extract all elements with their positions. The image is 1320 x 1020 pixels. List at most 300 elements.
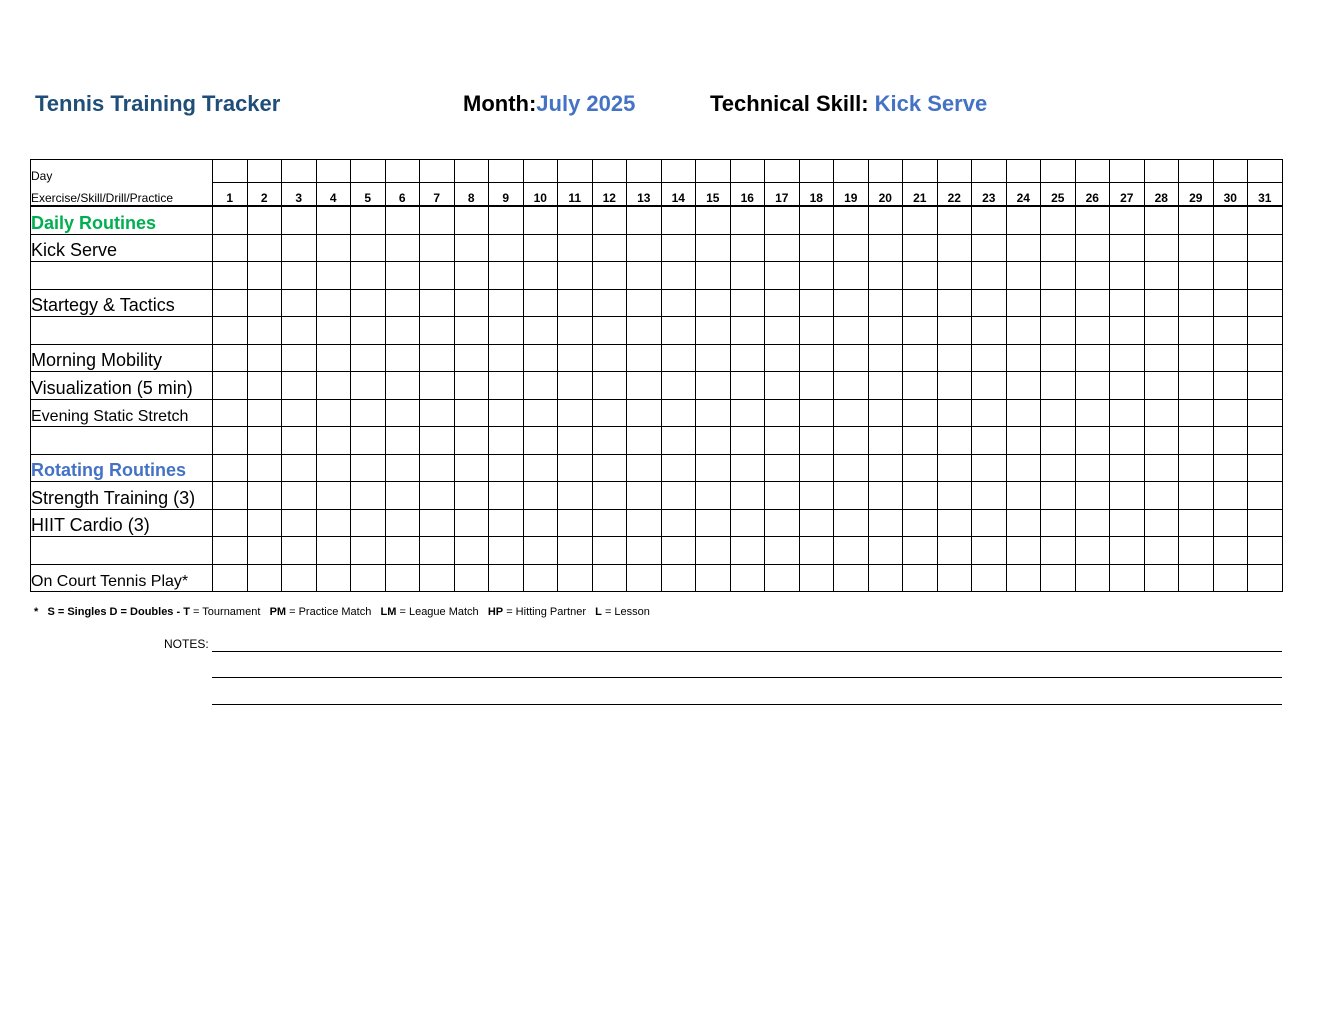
tracker-checkbox-cell[interactable] — [1041, 317, 1076, 345]
tracker-checkbox-cell[interactable] — [282, 344, 317, 372]
tracker-checkbox-cell[interactable] — [765, 234, 800, 262]
tracker-checkbox-cell[interactable] — [489, 537, 524, 565]
tracker-checkbox-cell[interactable] — [213, 427, 248, 455]
tracker-checkbox-cell[interactable] — [972, 399, 1007, 427]
tracker-checkbox-cell[interactable] — [972, 427, 1007, 455]
tracker-checkbox-cell[interactable] — [1248, 262, 1283, 290]
tracker-checkbox-cell[interactable] — [316, 317, 351, 345]
tracker-checkbox-cell[interactable] — [834, 317, 869, 345]
tracker-checkbox-cell[interactable] — [523, 454, 558, 482]
tracker-checkbox-cell[interactable] — [316, 509, 351, 537]
tracker-checkbox-cell[interactable] — [1179, 289, 1214, 317]
tracker-checkbox-cell[interactable] — [385, 372, 420, 400]
tracker-checkbox-cell[interactable] — [523, 482, 558, 510]
tracker-checkbox-cell[interactable] — [454, 537, 489, 565]
tracker-checkbox-cell[interactable] — [834, 399, 869, 427]
tracker-checkbox-cell[interactable] — [696, 399, 731, 427]
tracker-checkbox-cell[interactable] — [730, 537, 765, 565]
tracker-checkbox-cell[interactable] — [592, 427, 627, 455]
tracker-checkbox-cell[interactable] — [799, 206, 834, 234]
tracker-checkbox-cell[interactable] — [1179, 344, 1214, 372]
tracker-checkbox-cell[interactable] — [627, 537, 662, 565]
tracker-checkbox-cell[interactable] — [1179, 537, 1214, 565]
tracker-checkbox-cell[interactable] — [1075, 537, 1110, 565]
tracker-checkbox-cell[interactable] — [316, 262, 351, 290]
tracker-checkbox-cell[interactable] — [247, 564, 282, 592]
tracker-checkbox-cell[interactable] — [1006, 317, 1041, 345]
technical-skill-value[interactable]: Kick Serve — [874, 91, 988, 116]
tracker-checkbox-cell[interactable] — [282, 372, 317, 400]
tracker-checkbox-cell[interactable] — [627, 234, 662, 262]
tracker-checkbox-cell[interactable] — [1248, 317, 1283, 345]
tracker-checkbox-cell[interactable] — [213, 454, 248, 482]
tracker-checkbox-cell[interactable] — [282, 564, 317, 592]
tracker-checkbox-cell[interactable] — [385, 234, 420, 262]
tracker-checkbox-cell[interactable] — [1041, 399, 1076, 427]
tracker-checkbox-cell[interactable] — [247, 537, 282, 565]
tracker-checkbox-cell[interactable] — [523, 262, 558, 290]
tracker-checkbox-cell[interactable] — [523, 564, 558, 592]
tracker-checkbox-cell[interactable] — [1006, 427, 1041, 455]
tracker-checkbox-cell[interactable] — [661, 509, 696, 537]
tracker-checkbox-cell[interactable] — [1006, 289, 1041, 317]
tracker-checkbox-cell[interactable] — [937, 427, 972, 455]
tracker-checkbox-cell[interactable] — [247, 344, 282, 372]
tracker-checkbox-cell[interactable] — [1179, 262, 1214, 290]
tracker-checkbox-cell[interactable] — [1006, 454, 1041, 482]
tracker-checkbox-cell[interactable] — [420, 206, 455, 234]
tracker-checkbox-cell[interactable] — [1248, 206, 1283, 234]
tracker-checkbox-cell[interactable] — [1041, 206, 1076, 234]
tracker-checkbox-cell[interactable] — [696, 344, 731, 372]
tracker-checkbox-cell[interactable] — [627, 344, 662, 372]
tracker-checkbox-cell[interactable] — [420, 289, 455, 317]
tracker-checkbox-cell[interactable] — [282, 454, 317, 482]
tracker-checkbox-cell[interactable] — [213, 234, 248, 262]
tracker-checkbox-cell[interactable] — [696, 482, 731, 510]
tracker-checkbox-cell[interactable] — [868, 317, 903, 345]
tracker-checkbox-cell[interactable] — [1213, 399, 1248, 427]
tracker-checkbox-cell[interactable] — [1144, 206, 1179, 234]
tracker-checkbox-cell[interactable] — [282, 289, 317, 317]
tracker-checkbox-cell[interactable] — [454, 289, 489, 317]
tracker-checkbox-cell[interactable] — [523, 344, 558, 372]
tracker-checkbox-cell[interactable] — [351, 482, 386, 510]
tracker-checkbox-cell[interactable] — [730, 564, 765, 592]
tracker-checkbox-cell[interactable] — [247, 234, 282, 262]
tracker-checkbox-cell[interactable] — [282, 262, 317, 290]
tracker-checkbox-cell[interactable] — [765, 317, 800, 345]
tracker-checkbox-cell[interactable] — [213, 564, 248, 592]
tracker-checkbox-cell[interactable] — [1006, 509, 1041, 537]
tracker-checkbox-cell[interactable] — [385, 399, 420, 427]
tracker-checkbox-cell[interactable] — [730, 509, 765, 537]
tracker-checkbox-cell[interactable] — [1144, 262, 1179, 290]
tracker-checkbox-cell[interactable] — [351, 317, 386, 345]
tracker-checkbox-cell[interactable] — [1248, 234, 1283, 262]
tracker-checkbox-cell[interactable] — [1213, 564, 1248, 592]
tracker-checkbox-cell[interactable] — [627, 372, 662, 400]
tracker-checkbox-cell[interactable] — [627, 509, 662, 537]
tracker-checkbox-cell[interactable] — [834, 372, 869, 400]
tracker-checkbox-cell[interactable] — [1110, 317, 1145, 345]
tracker-checkbox-cell[interactable] — [1006, 564, 1041, 592]
tracker-checkbox-cell[interactable] — [730, 482, 765, 510]
tracker-checkbox-cell[interactable] — [592, 399, 627, 427]
tracker-checkbox-cell[interactable] — [661, 564, 696, 592]
tracker-checkbox-cell[interactable] — [282, 206, 317, 234]
tracker-checkbox-cell[interactable] — [1110, 262, 1145, 290]
tracker-checkbox-cell[interactable] — [213, 509, 248, 537]
tracker-checkbox-cell[interactable] — [1179, 509, 1214, 537]
tracker-checkbox-cell[interactable] — [1075, 234, 1110, 262]
tracker-checkbox-cell[interactable] — [903, 482, 938, 510]
tracker-checkbox-cell[interactable] — [1179, 234, 1214, 262]
tracker-checkbox-cell[interactable] — [592, 372, 627, 400]
tracker-checkbox-cell[interactable] — [661, 344, 696, 372]
tracker-checkbox-cell[interactable] — [868, 372, 903, 400]
tracker-checkbox-cell[interactable] — [385, 427, 420, 455]
tracker-checkbox-cell[interactable] — [730, 427, 765, 455]
tracker-checkbox-cell[interactable] — [351, 509, 386, 537]
tracker-checkbox-cell[interactable] — [627, 206, 662, 234]
tracker-checkbox-cell[interactable] — [661, 537, 696, 565]
tracker-checkbox-cell[interactable] — [489, 289, 524, 317]
tracker-checkbox-cell[interactable] — [903, 372, 938, 400]
tracker-checkbox-cell[interactable] — [1248, 372, 1283, 400]
tracker-checkbox-cell[interactable] — [316, 427, 351, 455]
tracker-checkbox-cell[interactable] — [213, 537, 248, 565]
tracker-checkbox-cell[interactable] — [972, 234, 1007, 262]
tracker-checkbox-cell[interactable] — [1041, 482, 1076, 510]
tracker-checkbox-cell[interactable] — [454, 482, 489, 510]
tracker-checkbox-cell[interactable] — [592, 234, 627, 262]
tracker-checkbox-cell[interactable] — [351, 344, 386, 372]
tracker-checkbox-cell[interactable] — [1110, 482, 1145, 510]
tracker-checkbox-cell[interactable] — [799, 234, 834, 262]
tracker-checkbox-cell[interactable] — [1110, 537, 1145, 565]
tracker-checkbox-cell[interactable] — [316, 564, 351, 592]
tracker-checkbox-cell[interactable] — [1248, 482, 1283, 510]
tracker-checkbox-cell[interactable] — [420, 262, 455, 290]
tracker-checkbox-cell[interactable] — [316, 454, 351, 482]
tracker-checkbox-cell[interactable] — [868, 344, 903, 372]
tracker-checkbox-cell[interactable] — [213, 289, 248, 317]
tracker-checkbox-cell[interactable] — [1006, 372, 1041, 400]
tracker-checkbox-cell[interactable] — [868, 537, 903, 565]
tracker-checkbox-cell[interactable] — [696, 509, 731, 537]
tracker-checkbox-cell[interactable] — [489, 509, 524, 537]
tracker-checkbox-cell[interactable] — [1110, 372, 1145, 400]
tracker-checkbox-cell[interactable] — [558, 372, 593, 400]
tracker-checkbox-cell[interactable] — [454, 564, 489, 592]
tracker-checkbox-cell[interactable] — [1006, 234, 1041, 262]
tracker-checkbox-cell[interactable] — [247, 427, 282, 455]
tracker-checkbox-cell[interactable] — [489, 454, 524, 482]
tracker-checkbox-cell[interactable] — [351, 262, 386, 290]
tracker-checkbox-cell[interactable] — [316, 344, 351, 372]
tracker-checkbox-cell[interactable] — [627, 454, 662, 482]
tracker-checkbox-cell[interactable] — [1179, 372, 1214, 400]
tracker-checkbox-cell[interactable] — [454, 317, 489, 345]
tracker-checkbox-cell[interactable] — [661, 262, 696, 290]
tracker-checkbox-cell[interactable] — [834, 564, 869, 592]
tracker-checkbox-cell[interactable] — [903, 289, 938, 317]
tracker-checkbox-cell[interactable] — [247, 509, 282, 537]
tracker-checkbox-cell[interactable] — [696, 234, 731, 262]
tracker-checkbox-cell[interactable] — [351, 372, 386, 400]
tracker-checkbox-cell[interactable] — [1110, 564, 1145, 592]
tracker-checkbox-cell[interactable] — [1179, 427, 1214, 455]
tracker-checkbox-cell[interactable] — [1179, 317, 1214, 345]
tracker-checkbox-cell[interactable] — [454, 262, 489, 290]
tracker-checkbox-cell[interactable] — [627, 427, 662, 455]
tracker-checkbox-cell[interactable] — [972, 344, 1007, 372]
tracker-checkbox-cell[interactable] — [420, 234, 455, 262]
tracker-checkbox-cell[interactable] — [937, 509, 972, 537]
tracker-checkbox-cell[interactable] — [420, 454, 455, 482]
tracker-checkbox-cell[interactable] — [247, 454, 282, 482]
tracker-checkbox-cell[interactable] — [972, 206, 1007, 234]
tracker-checkbox-cell[interactable] — [351, 234, 386, 262]
tracker-checkbox-cell[interactable] — [972, 564, 1007, 592]
tracker-checkbox-cell[interactable] — [351, 427, 386, 455]
tracker-checkbox-cell[interactable] — [454, 509, 489, 537]
tracker-checkbox-cell[interactable] — [1248, 454, 1283, 482]
tracker-checkbox-cell[interactable] — [523, 289, 558, 317]
tracker-checkbox-cell[interactable] — [868, 564, 903, 592]
tracker-checkbox-cell[interactable] — [1075, 454, 1110, 482]
tracker-checkbox-cell[interactable] — [385, 537, 420, 565]
tracker-checkbox-cell[interactable] — [903, 206, 938, 234]
tracker-checkbox-cell[interactable] — [661, 427, 696, 455]
tracker-checkbox-cell[interactable] — [592, 289, 627, 317]
tracker-checkbox-cell[interactable] — [1248, 289, 1283, 317]
tracker-checkbox-cell[interactable] — [523, 509, 558, 537]
tracker-checkbox-cell[interactable] — [972, 317, 1007, 345]
tracker-checkbox-cell[interactable] — [1110, 206, 1145, 234]
tracker-checkbox-cell[interactable] — [1041, 564, 1076, 592]
tracker-checkbox-cell[interactable] — [1041, 289, 1076, 317]
tracker-checkbox-cell[interactable] — [558, 234, 593, 262]
tracker-checkbox-cell[interactable] — [937, 317, 972, 345]
tracker-checkbox-cell[interactable] — [799, 509, 834, 537]
tracker-checkbox-cell[interactable] — [661, 372, 696, 400]
tracker-checkbox-cell[interactable] — [282, 509, 317, 537]
tracker-checkbox-cell[interactable] — [592, 482, 627, 510]
tracker-checkbox-cell[interactable] — [834, 344, 869, 372]
tracker-checkbox-cell[interactable] — [903, 262, 938, 290]
tracker-checkbox-cell[interactable] — [213, 317, 248, 345]
tracker-checkbox-cell[interactable] — [765, 344, 800, 372]
tracker-checkbox-cell[interactable] — [282, 234, 317, 262]
tracker-checkbox-cell[interactable] — [558, 454, 593, 482]
tracker-checkbox-cell[interactable] — [1041, 234, 1076, 262]
tracker-checkbox-cell[interactable] — [420, 564, 455, 592]
tracker-checkbox-cell[interactable] — [558, 317, 593, 345]
tracker-checkbox-cell[interactable] — [213, 206, 248, 234]
tracker-checkbox-cell[interactable] — [627, 317, 662, 345]
tracker-checkbox-cell[interactable] — [523, 427, 558, 455]
tracker-checkbox-cell[interactable] — [282, 482, 317, 510]
notes-line[interactable] — [212, 704, 1282, 705]
tracker-checkbox-cell[interactable] — [558, 289, 593, 317]
tracker-checkbox-cell[interactable] — [1248, 537, 1283, 565]
tracker-checkbox-cell[interactable] — [247, 289, 282, 317]
tracker-checkbox-cell[interactable] — [1179, 399, 1214, 427]
tracker-checkbox-cell[interactable] — [730, 372, 765, 400]
tracker-checkbox-cell[interactable] — [282, 317, 317, 345]
tracker-checkbox-cell[interactable] — [247, 206, 282, 234]
tracker-checkbox-cell[interactable] — [937, 206, 972, 234]
notes-line[interactable] — [212, 651, 1282, 652]
tracker-checkbox-cell[interactable] — [592, 564, 627, 592]
tracker-checkbox-cell[interactable] — [351, 206, 386, 234]
tracker-checkbox-cell[interactable] — [489, 482, 524, 510]
tracker-checkbox-cell[interactable] — [903, 427, 938, 455]
tracker-checkbox-cell[interactable] — [1075, 372, 1110, 400]
tracker-checkbox-cell[interactable] — [661, 454, 696, 482]
tracker-checkbox-cell[interactable] — [1110, 344, 1145, 372]
tracker-checkbox-cell[interactable] — [1144, 454, 1179, 482]
tracker-checkbox-cell[interactable] — [937, 344, 972, 372]
tracker-checkbox-cell[interactable] — [1213, 317, 1248, 345]
tracker-checkbox-cell[interactable] — [213, 399, 248, 427]
tracker-checkbox-cell[interactable] — [523, 372, 558, 400]
tracker-checkbox-cell[interactable] — [730, 399, 765, 427]
tracker-checkbox-cell[interactable] — [1213, 262, 1248, 290]
tracker-checkbox-cell[interactable] — [385, 262, 420, 290]
tracker-checkbox-cell[interactable] — [1110, 509, 1145, 537]
tracker-checkbox-cell[interactable] — [489, 564, 524, 592]
tracker-checkbox-cell[interactable] — [558, 564, 593, 592]
tracker-checkbox-cell[interactable] — [1006, 262, 1041, 290]
tracker-checkbox-cell[interactable] — [799, 289, 834, 317]
tracker-checkbox-cell[interactable] — [937, 454, 972, 482]
tracker-checkbox-cell[interactable] — [351, 537, 386, 565]
tracker-checkbox-cell[interactable] — [661, 289, 696, 317]
tracker-checkbox-cell[interactable] — [592, 509, 627, 537]
tracker-checkbox-cell[interactable] — [937, 482, 972, 510]
tracker-checkbox-cell[interactable] — [454, 372, 489, 400]
tracker-checkbox-cell[interactable] — [316, 399, 351, 427]
tracker-checkbox-cell[interactable] — [523, 399, 558, 427]
tracker-checkbox-cell[interactable] — [937, 537, 972, 565]
tracker-checkbox-cell[interactable] — [972, 262, 1007, 290]
tracker-checkbox-cell[interactable] — [420, 399, 455, 427]
tracker-checkbox-cell[interactable] — [1075, 564, 1110, 592]
tracker-checkbox-cell[interactable] — [282, 537, 317, 565]
tracker-checkbox-cell[interactable] — [454, 206, 489, 234]
tracker-checkbox-cell[interactable] — [282, 427, 317, 455]
tracker-checkbox-cell[interactable] — [765, 427, 800, 455]
tracker-checkbox-cell[interactable] — [834, 482, 869, 510]
tracker-checkbox-cell[interactable] — [1248, 427, 1283, 455]
tracker-checkbox-cell[interactable] — [489, 399, 524, 427]
tracker-checkbox-cell[interactable] — [1006, 482, 1041, 510]
tracker-checkbox-cell[interactable] — [696, 372, 731, 400]
tracker-checkbox-cell[interactable] — [765, 206, 800, 234]
tracker-checkbox-cell[interactable] — [972, 482, 1007, 510]
tracker-checkbox-cell[interactable] — [903, 509, 938, 537]
tracker-checkbox-cell[interactable] — [1248, 564, 1283, 592]
tracker-checkbox-cell[interactable] — [937, 399, 972, 427]
tracker-checkbox-cell[interactable] — [799, 399, 834, 427]
tracker-checkbox-cell[interactable] — [799, 317, 834, 345]
tracker-checkbox-cell[interactable] — [868, 482, 903, 510]
tracker-checkbox-cell[interactable] — [1144, 399, 1179, 427]
tracker-checkbox-cell[interactable] — [351, 399, 386, 427]
tracker-checkbox-cell[interactable] — [1144, 537, 1179, 565]
tracker-checkbox-cell[interactable] — [868, 206, 903, 234]
tracker-checkbox-cell[interactable] — [1041, 509, 1076, 537]
tracker-checkbox-cell[interactable] — [558, 427, 593, 455]
tracker-checkbox-cell[interactable] — [1144, 289, 1179, 317]
tracker-checkbox-cell[interactable] — [1075, 289, 1110, 317]
tracker-checkbox-cell[interactable] — [1248, 344, 1283, 372]
tracker-checkbox-cell[interactable] — [385, 344, 420, 372]
tracker-checkbox-cell[interactable] — [489, 262, 524, 290]
tracker-checkbox-cell[interactable] — [523, 537, 558, 565]
tracker-checkbox-cell[interactable] — [1213, 427, 1248, 455]
tracker-checkbox-cell[interactable] — [730, 317, 765, 345]
tracker-checkbox-cell[interactable] — [1144, 234, 1179, 262]
tracker-checkbox-cell[interactable] — [316, 537, 351, 565]
tracker-checkbox-cell[interactable] — [868, 262, 903, 290]
month-value[interactable]: July 2025 — [536, 91, 636, 116]
tracker-checkbox-cell[interactable] — [1179, 564, 1214, 592]
tracker-checkbox-cell[interactable] — [1213, 206, 1248, 234]
tracker-checkbox-cell[interactable] — [1041, 427, 1076, 455]
tracker-checkbox-cell[interactable] — [420, 372, 455, 400]
tracker-checkbox-cell[interactable] — [1041, 454, 1076, 482]
tracker-checkbox-cell[interactable] — [1248, 399, 1283, 427]
tracker-checkbox-cell[interactable] — [696, 289, 731, 317]
tracker-checkbox-cell[interactable] — [765, 482, 800, 510]
tracker-checkbox-cell[interactable] — [868, 427, 903, 455]
tracker-checkbox-cell[interactable] — [1110, 454, 1145, 482]
tracker-checkbox-cell[interactable] — [489, 206, 524, 234]
tracker-checkbox-cell[interactable] — [696, 454, 731, 482]
tracker-checkbox-cell[interactable] — [247, 399, 282, 427]
tracker-checkbox-cell[interactable] — [834, 234, 869, 262]
tracker-checkbox-cell[interactable] — [213, 482, 248, 510]
tracker-checkbox-cell[interactable] — [1144, 372, 1179, 400]
tracker-checkbox-cell[interactable] — [1006, 399, 1041, 427]
tracker-checkbox-cell[interactable] — [661, 482, 696, 510]
tracker-checkbox-cell[interactable] — [799, 344, 834, 372]
tracker-checkbox-cell[interactable] — [696, 206, 731, 234]
tracker-checkbox-cell[interactable] — [1144, 564, 1179, 592]
tracker-checkbox-cell[interactable] — [937, 564, 972, 592]
tracker-checkbox-cell[interactable] — [799, 482, 834, 510]
tracker-checkbox-cell[interactable] — [420, 509, 455, 537]
tracker-checkbox-cell[interactable] — [1179, 454, 1214, 482]
tracker-checkbox-cell[interactable] — [696, 564, 731, 592]
tracker-checkbox-cell[interactable] — [868, 509, 903, 537]
tracker-checkbox-cell[interactable] — [1213, 537, 1248, 565]
tracker-checkbox-cell[interactable] — [1041, 537, 1076, 565]
tracker-checkbox-cell[interactable] — [1075, 344, 1110, 372]
tracker-checkbox-cell[interactable] — [765, 289, 800, 317]
tracker-checkbox-cell[interactable] — [1041, 262, 1076, 290]
tracker-checkbox-cell[interactable] — [627, 399, 662, 427]
tracker-checkbox-cell[interactable] — [1179, 482, 1214, 510]
tracker-checkbox-cell[interactable] — [834, 509, 869, 537]
tracker-checkbox-cell[interactable] — [1213, 344, 1248, 372]
tracker-checkbox-cell[interactable] — [213, 344, 248, 372]
tracker-checkbox-cell[interactable] — [903, 399, 938, 427]
